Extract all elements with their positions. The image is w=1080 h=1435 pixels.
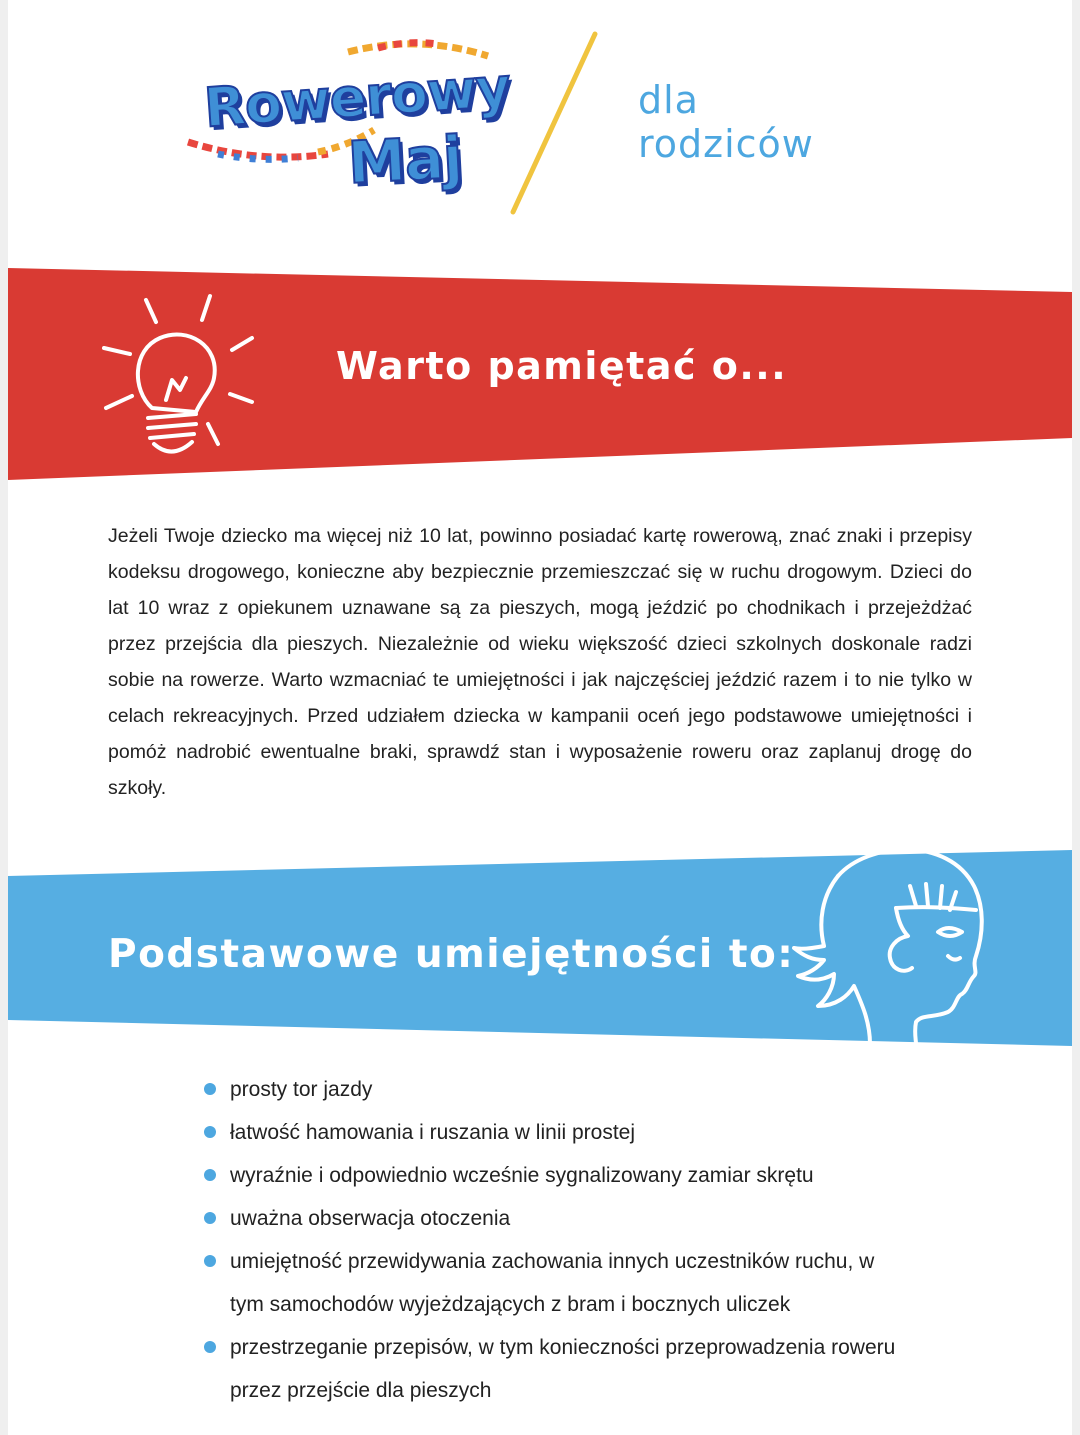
skills-list <box>204 1068 1004 1412</box>
section-heading-podstawowe: Podstawowe umiejętności to: <box>108 932 795 977</box>
list-item-text: umiejętność przewidywania zachowania innych uczestników ruchu, w tym samochodów wyjeżdzających z bram i bocznych uliczek <box>230 1250 875 1316</box>
yellow-slash-divider <box>503 28 613 218</box>
list-item-text: przestrzeganie przepisów, w tym konieczności przeprowadzenia roweru przez przejście dla pieszych <box>230 1336 896 1402</box>
list-item <box>204 1240 910 1326</box>
list-item-text: łatwość hamowania i ruszania w linii prostej <box>230 1121 636 1144</box>
list-item-text: wyraźnie i odpowiednio wcześnie sygnalizowany zamiar skrętu <box>230 1164 814 1187</box>
child-head-icon <box>778 836 988 1046</box>
section-heading-warto: Warto pamiętać o... <box>336 344 788 388</box>
rowerowy-maj-logo <box>178 30 512 210</box>
list-item-text: uważna obserwacja otoczenia <box>230 1207 511 1230</box>
list-item <box>204 1197 1004 1240</box>
list-item <box>204 1068 1004 1111</box>
list-item-text: prosty tor jazdy <box>230 1078 373 1101</box>
bullet-dot-icon <box>204 1083 216 1095</box>
audience-label <box>638 78 814 166</box>
lightbulb-icon <box>92 290 262 460</box>
leaflet-page <box>8 0 1072 1435</box>
bullet-dot-icon <box>204 1255 216 1267</box>
intro-paragraph: Jeżeli Twoje dziecko ma więcej niż 10 lat, powinno posiadać kartę rowerową, znać znaki i przepisy kodeksu drogowego, konieczne aby bezpiecznie przemieszczać się w ruchu drogowym. Dzieci do lat 10 wraz z opiekunem uznawane są za pieszych, mogą jeździć po chodnikach i przejeżdżać przez przejścia dla pieszych. Niezależnie od wieku większość dzieci szkolnych doskonale radzi sobie na rowerze. Warto wzmacniać te umiejętności i jak najczęściej jeździć razem i to nie tylko w celach rekreacyjnych. Przed udziałem dziecka w kampanii oceń jego podstawowe umiejętności i pomóż nadrobić ewentualne braki, sprawdź stan i wyposażenie roweru oraz zaplanuj drogę do szkoły. <box>108 525 972 799</box>
list-item <box>204 1111 1004 1154</box>
audience-line-1: dla <box>638 78 699 122</box>
bullet-dot-icon <box>204 1169 216 1181</box>
list-item <box>204 1326 950 1412</box>
logo-word-maj: Maj <box>346 123 464 197</box>
bullet-dot-icon <box>204 1126 216 1138</box>
audience-line-2: rodziców <box>638 122 814 166</box>
bullet-dot-icon <box>204 1341 216 1353</box>
list-item <box>204 1154 1004 1197</box>
logo-word-rowerowy: Rowerowy <box>202 55 512 140</box>
bullet-dot-icon <box>204 1212 216 1224</box>
